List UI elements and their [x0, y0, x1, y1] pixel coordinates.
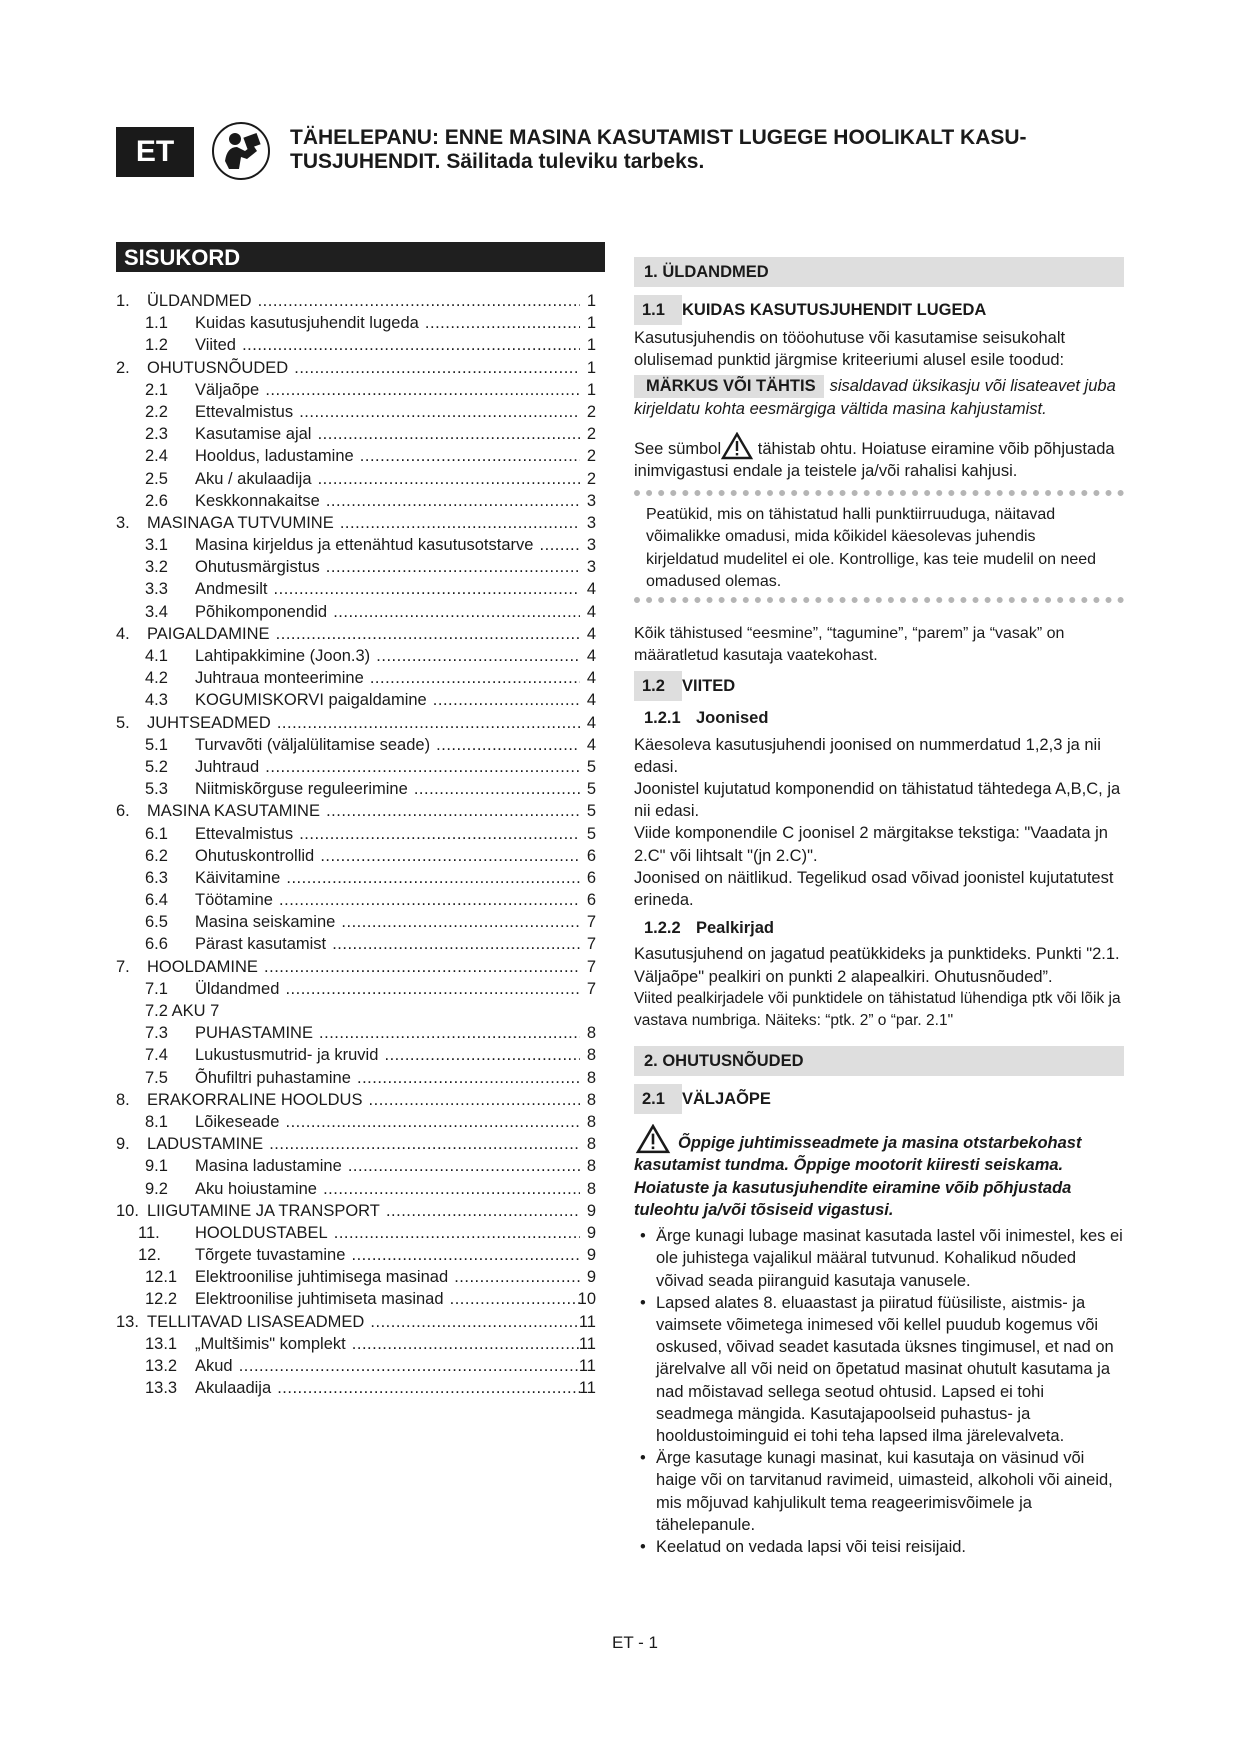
section-1-2-heading	[634, 671, 1124, 701]
toc-entry[interactable]	[116, 1089, 596, 1111]
toc-entry[interactable]	[116, 490, 596, 512]
toc-entry-number: 7.	[116, 957, 130, 976]
toc-entry-page: 8	[586, 1024, 596, 1043]
section-title: VIITED	[682, 677, 736, 696]
toc-entry[interactable]	[116, 423, 596, 445]
toc-entry-label	[195, 933, 580, 955]
toc-entry-page: 9	[586, 1268, 596, 1287]
toc-entry-label	[195, 845, 580, 867]
toc-entry-number: 3.2	[145, 558, 168, 577]
toc-entry[interactable]	[116, 601, 596, 623]
toc-entry-number: 2.2	[145, 402, 168, 421]
toc-entry-text: LIIGUTAMINE JA TRANSPORT	[147, 1201, 380, 1220]
toc-entry-label	[195, 601, 580, 623]
toc-entry-page: 8	[586, 1135, 596, 1154]
table-of-contents	[116, 290, 596, 1399]
toc-entry-text: Aku / akulaadija	[195, 469, 312, 488]
toc-entry[interactable]	[116, 1244, 596, 1266]
toc-entry-number: 6.3	[145, 868, 168, 887]
toc-entry[interactable]	[116, 778, 596, 800]
toc-entry-label	[195, 401, 580, 423]
toc-entry-label	[195, 1355, 580, 1377]
toc-entry-label	[195, 1022, 580, 1044]
toc-entry-label	[195, 1044, 580, 1066]
toc-entry-page: 8	[586, 1179, 596, 1198]
toc-entry-number: 7.4	[145, 1046, 168, 1065]
toc-entry-number: 1.	[116, 292, 130, 310]
toc-entry[interactable]	[116, 734, 596, 756]
main-content	[634, 257, 1124, 1558]
toc-entry[interactable]	[116, 468, 596, 490]
section-2-heading: 2. OHUTUSNÕUDED	[634, 1046, 1124, 1076]
toc-entry-number: 8.1	[145, 1112, 168, 1131]
toc-entry-label	[195, 379, 580, 401]
toc-entry-text: Väljaõpe	[195, 380, 260, 399]
toc-entry-text: „Multšimis" komplekt	[195, 1334, 346, 1353]
toc-entry-label	[195, 645, 580, 667]
toc-entry-page: 8	[586, 1112, 596, 1131]
toc-entry-text: HOOLDUSTABEL	[195, 1223, 328, 1242]
toc-entry-page: 4	[586, 647, 596, 665]
toc-entry-label	[195, 1288, 580, 1310]
toc-entry-text: Masina kirjeldus ja ettenähtud kasutusotstarve	[195, 536, 534, 555]
toc-entry-number: 13.	[116, 1312, 139, 1331]
toc-entry[interactable]	[116, 1355, 596, 1377]
toc-entry-number: 2.	[116, 358, 130, 377]
toc-entry-number: 7.5	[145, 1068, 168, 1087]
toc-entry[interactable]	[116, 911, 596, 933]
toc-entry-text: Juhtraud	[195, 757, 260, 776]
toc-title: SISUKORD	[116, 242, 605, 272]
toc-entry[interactable]	[116, 445, 596, 467]
toc-entry-text: Põhikomponendid	[195, 602, 328, 621]
toc-entry-label	[195, 1067, 580, 1089]
toc-entry-page: 1	[586, 380, 596, 399]
toc-entry-label	[195, 490, 580, 512]
toc-entry[interactable]	[116, 556, 596, 578]
toc-entry-page: 6	[586, 846, 596, 865]
toc-entry-number: 2.3	[145, 425, 168, 444]
toc-entry-label	[147, 357, 580, 379]
paragraph: Joonistel kujutatud komponendid on tähistatud tähtedega A,B,C, ja nii edasi.	[634, 780, 1121, 821]
toc-entry-label	[195, 823, 580, 845]
toc-entry-number: 12.	[138, 1246, 161, 1265]
toc-entry-page: 4	[586, 602, 596, 621]
toc-entry-page: 2	[586, 447, 596, 466]
section-number: 1.1	[634, 295, 682, 325]
toc-entry-label	[195, 667, 580, 689]
warning-triangle-icon	[634, 1124, 672, 1154]
toc-entry-label	[195, 867, 580, 889]
toc-entry-text: Elektroonilise juhtimiseta masinad	[195, 1290, 444, 1309]
toc-entry-label	[195, 889, 580, 911]
toc-entry-page: 4	[586, 580, 596, 599]
toc-entry-text: HOOLDAMINE	[147, 957, 258, 976]
toc-entry-label	[147, 290, 580, 312]
toc-entry-label	[195, 756, 580, 778]
section-1-1-heading	[634, 295, 1124, 325]
toc-entry[interactable]	[116, 1311, 596, 1333]
warning-paragraph	[634, 1124, 1124, 1221]
toc-entry-label	[195, 534, 580, 556]
symbol-text-post: tähistab ohtu. Hoiatuse eiramine võib põhjustada inimvigastusi endale ja teistele ja/või rahalisi kahjusi.	[634, 439, 1115, 481]
toc-entry[interactable]	[116, 689, 596, 711]
section-1-heading: 1. ÜLDANDMED	[634, 257, 1124, 287]
toc-entry[interactable]	[116, 401, 596, 423]
toc-entry-page: 11	[578, 1312, 596, 1331]
toc-entry[interactable]	[116, 1333, 596, 1355]
toc-entry-number: 12.1	[145, 1268, 178, 1287]
toc-entry-page: 1	[586, 292, 596, 310]
toc-entry-text: LADUSTAMINE	[147, 1135, 264, 1154]
toc-entry[interactable]	[116, 845, 596, 867]
toc-entry-page: 9	[586, 1223, 596, 1242]
toc-entry-number: 6.2	[145, 846, 168, 865]
toc-entry-number: 10.	[116, 1201, 139, 1220]
toc-entry-page: 1	[586, 336, 596, 355]
toc-entry-number: 3.3	[145, 580, 168, 599]
toc-entry-text: Ettevalmistus	[195, 402, 294, 421]
toc-entry-number: 11.	[138, 1223, 160, 1242]
toc-entry[interactable]	[116, 334, 596, 356]
toc-entry-page: 4	[586, 669, 596, 688]
toc-entry-text: Viited	[195, 336, 236, 355]
header-warning-line1: TÄHELEPANU: ENNE MASINA KASUTAMIST LUGEGE HOOLIKALT KASU-	[290, 126, 1027, 149]
toc-entry-text: PAIGALDAMINE	[147, 624, 270, 643]
toc-entry-page: 7	[586, 957, 596, 976]
paragraph: Kasutusjuhendis on tööohutuse või kasutamise seisukohalt olulisemad punktid järgmise kriteeriumi alusel esile toodud:	[634, 329, 1066, 370]
section-2-1-heading	[634, 1084, 1124, 1114]
toc-entry-text: Ettevalmistus	[195, 824, 294, 843]
toc-entry-text: ÜLDANDMED	[147, 292, 252, 310]
paragraph: Viited pealkirjadele või punktidele on tähistatud lühendiga ptk või lõik ja vastava numbriga. Näiteks: “ptk. 2” o “par. 2.1"	[634, 989, 1121, 1030]
toc-entry-page: 4	[586, 735, 596, 754]
toc-entry-page: 3	[586, 558, 596, 577]
section-title: Pealkirjad	[696, 919, 774, 938]
toc-entry-label	[147, 800, 580, 822]
toc-entry-label	[195, 445, 580, 467]
toc-entry-number: 9.	[116, 1135, 130, 1154]
toc-entry-text: Pärast kasutamist	[195, 935, 327, 954]
toc-entry-number: 1.2	[145, 336, 168, 355]
section-number: 2.1	[634, 1084, 682, 1114]
note-text: sisaldavad üksikasju või lisateavet juba kirjeldatu kohta eesmärgiga vältida masina kahjustamist.	[634, 377, 1116, 418]
toc-entry-number: 2.4	[145, 447, 168, 466]
toc-entry-text: Turvavõti (väljalülitamise seade)	[195, 735, 431, 754]
toc-entry-number: 5.1	[145, 735, 168, 754]
toc-entry-text: Masina ladustamine	[195, 1157, 342, 1176]
toc-entry[interactable]	[116, 534, 596, 556]
toc-entry-text: Üldandmed	[195, 979, 280, 998]
toc-entry-text: Kasutamise ajal	[195, 425, 312, 444]
toc-entry-text: Õhufiltri puhastamine	[195, 1068, 351, 1087]
list-item: • Ärge kunagi lubage masinat kasutada lastel või inimestel, kes ei ole juhistega vajalikul määral tutvunud. Kohalikud nõuded võivad seada piiranguid kasutaja vanusele.	[634, 1225, 1124, 1292]
toc-entry-page: 2	[586, 469, 596, 488]
toc-entry-label	[145, 1000, 580, 1022]
toc-entry-label	[147, 712, 580, 734]
section-title: KUIDAS KASUTUSJUHENDIT LUGEDA	[682, 300, 987, 319]
toc-entry-label	[147, 1200, 580, 1222]
toc-entry-page: 8	[586, 1046, 596, 1065]
toc-entry-page: 2	[586, 402, 596, 421]
toc-entry-number: 12.2	[145, 1290, 178, 1309]
toc-entry[interactable]	[116, 357, 596, 379]
toc-entry[interactable]	[116, 712, 596, 734]
toc-entry[interactable]	[116, 933, 596, 955]
toc-entry-text: Juhtraua monteerimine	[195, 669, 364, 688]
paragraph: Joonised on näitlikud. Tegelikud osad võivad joonistel kujutatutest erineda.	[634, 868, 1114, 910]
toc-entry-number: 1.1	[145, 314, 168, 333]
toc-entry-label	[147, 1089, 580, 1111]
toc-entry-label	[147, 956, 580, 978]
optional-features-box	[634, 490, 1124, 603]
toc-entry-number: 3.1	[145, 536, 168, 555]
toc-entry-page: 11	[578, 1379, 596, 1398]
toc-entry-label	[195, 1244, 580, 1266]
symbol-paragraph	[634, 432, 1124, 482]
warning-triangle-icon	[721, 432, 753, 460]
toc-entry-text: MASINAGA TUTVUMINE	[147, 513, 334, 532]
toc-entry-text: Keskkonnakaitse	[195, 491, 320, 510]
page-number: ET - 1	[612, 1633, 658, 1652]
toc-entry[interactable]	[116, 312, 596, 334]
toc-entry[interactable]	[116, 1133, 596, 1155]
toc-entry-page: 4	[586, 624, 596, 643]
toc-entry-page: 10	[577, 1290, 596, 1309]
warning-text: Õppige juhtimisseadmete ja masina otstarbekohast kasutamist tundma. Õppige mootorit kiiresti seiskama. Hoiatuste ja kasutusjuhendite eiramine võib põhjustada tuleohtu ja/või tõsiseid vigastusi.	[634, 1134, 1082, 1219]
toc-entry-text: MASINA KASUTAMINE	[147, 802, 320, 821]
toc-entry-text: OHUTUSNÕUDED	[147, 358, 289, 377]
toc-entry-page: 8	[586, 1068, 596, 1087]
box-text: Peatükid, mis on tähistatud halli punktiirruuduga, näitavad võimalikke omadusi, mida kõikidel käesolevas juhendis kirjeldatud mudelitel ei ole. Kontrollige, kas teie mudelil on need omadused olemas.	[646, 506, 1097, 590]
toc-entry-page: 5	[586, 802, 596, 821]
toc-entry-page: 4	[586, 713, 596, 732]
toc-entry-label	[195, 911, 580, 933]
toc-entry-page: 1	[586, 314, 596, 333]
toc-entry-label	[195, 1266, 580, 1288]
safety-list	[634, 1225, 1124, 1558]
section-1-2-1-heading	[644, 707, 1124, 729]
toc-entry-text: Käivitamine	[195, 868, 281, 887]
toc-entry-number: 7.3	[145, 1024, 168, 1043]
section-1-2-2-heading	[644, 917, 1124, 939]
toc-entry-page: 3	[586, 491, 596, 510]
toc-entry-number: 4.1	[145, 647, 168, 665]
list-item: • Lapsed alates 8. eluaastast ja piiratud füüsiliste, aistmis- ja vaimsete võimetega inimesed või kellel puudub kogemus või oskused, võivad seadet kasutada üksnes tingimusel, et nad on järelvalve all või neid on õpetatud masinat ohutult kasutama ja nad mõistavad sellega seotud ohtusid. Lapsed ei tohi seadmega mängida. Kasutajapoolseid puhastus- ja hooldustoiminguid ei tohi teha lapsed ilma järelevalveta.	[634, 1292, 1124, 1447]
toc-entry-label	[195, 734, 580, 756]
toc-entry-number: 4.2	[145, 669, 168, 688]
toc-entry-page: 7	[586, 979, 596, 998]
toc-entry-number: 8.	[116, 1090, 130, 1109]
toc-entry[interactable]	[116, 290, 596, 312]
toc-entry-text: KOGUMISKORVI paigaldamine	[195, 691, 427, 710]
toc-entry-page: 1	[586, 358, 596, 377]
toc-entry-text: Akud	[195, 1357, 233, 1375]
toc-entry-number: 9.1	[145, 1157, 168, 1176]
toc-entry-label	[195, 689, 580, 711]
toc-entry-number: 5.	[116, 713, 130, 732]
toc-entry-page: 6	[586, 868, 596, 887]
toc-entry-label	[147, 1133, 580, 1155]
toc-entry-text: Tõrgete tuvastamine	[195, 1246, 346, 1265]
toc-entry-text: TELLITAVAD LISASEADMED	[147, 1312, 365, 1331]
toc-entry-number: 6.6	[145, 935, 168, 954]
toc-entry-number: 4.	[116, 624, 130, 643]
toc-entry-text: PUHASTAMINE	[195, 1024, 313, 1043]
toc-entry[interactable]	[116, 756, 596, 778]
note-tag: MÄRKUS VÕI TÄHTIS	[634, 375, 824, 397]
toc-entry-label	[195, 556, 580, 578]
toc-entry[interactable]	[116, 379, 596, 401]
toc-entry[interactable]	[116, 956, 596, 978]
toc-entry-page: 11	[578, 1334, 596, 1353]
toc-entry-page: 5	[586, 780, 596, 799]
toc-entry[interactable]	[116, 1200, 596, 1222]
toc-entry-page: 7	[586, 913, 596, 932]
toc-entry-label	[195, 1222, 580, 1244]
list-item: • Ärge kasutage kunagi masinat, kui kasutaja on väsinud või haige või on tarvitanud ravimeid, uimasteid, alkoholi või aineid, mis mõjuvad kahjulikult tema reageerimisvõimele ja tähelepanule.	[634, 1447, 1124, 1536]
toc-entry-text: Lukustusmutrid- ja kruvid	[195, 1046, 379, 1065]
toc-entry-label	[147, 512, 580, 534]
toc-entry[interactable]	[116, 578, 596, 600]
toc-entry-text: Masina seiskamine	[195, 913, 336, 932]
toc-entry-label	[195, 1377, 580, 1399]
toc-entry-number: 2.1	[145, 380, 168, 399]
toc-entry-label	[195, 312, 580, 334]
toc-entry-page: 5	[586, 824, 596, 843]
toc-entry[interactable]	[116, 1288, 596, 1310]
toc-entry-text: ERAKORRALINE HOOLDUS	[147, 1090, 363, 1109]
toc-entry-label	[195, 978, 580, 1000]
toc-entry-label	[195, 578, 580, 600]
toc-entry-number: 6.	[116, 802, 130, 821]
toc-entry-label	[195, 1333, 580, 1355]
toc-entry-label	[195, 468, 580, 490]
section-number: 1.2.1	[644, 709, 681, 728]
toc-entry-text: Andmesilt	[195, 580, 268, 599]
paragraph: Käesoleva kasutusjuhendi joonised on nummerdatud 1,2,3 ja nii edasi.	[634, 735, 1101, 776]
toc-entry-page: 8	[586, 1090, 596, 1109]
language-badge: ET	[116, 127, 194, 177]
symbol-text-pre: See sümbol	[634, 439, 722, 458]
toc-entry-text: Hooldus, ladustamine	[195, 447, 354, 466]
toc-entry-text: Ohutusmärgistus	[195, 558, 320, 577]
toc-entry-number: 13.3	[145, 1379, 178, 1398]
toc-entry-number: 6.4	[145, 891, 168, 910]
toc-entry[interactable]	[116, 978, 596, 1000]
toc-entry-text: Akulaadija	[195, 1379, 272, 1398]
toc-entry-page: 6	[586, 891, 596, 910]
toc-entry[interactable]	[116, 889, 596, 911]
toc-entry[interactable]	[116, 1222, 596, 1244]
toc-entry-number: 13.1	[145, 1334, 178, 1353]
toc-entry-label	[195, 1155, 580, 1177]
toc-entry-text: Lahtipakkimine (Joon.3)	[195, 647, 371, 665]
toc-entry-page: 5	[586, 757, 596, 776]
toc-entry[interactable]	[116, 1067, 596, 1089]
toc-entry[interactable]	[116, 667, 596, 689]
toc-entry-page: 3	[586, 536, 596, 555]
toc-entry[interactable]	[116, 1000, 596, 1022]
toc-entry[interactable]	[116, 512, 596, 534]
read-manual-icon	[211, 121, 271, 181]
toc-entry-text: Elektroonilise juhtimisega masinad	[195, 1268, 449, 1287]
paragraph: Kõik tähistused “eesmine”, “tagumine”, “parem” ja “vasak” on määratletud kasutaja vaatekohast.	[634, 625, 1065, 665]
toc-entry-page: 2	[586, 425, 596, 444]
toc-entry-page: 4	[586, 691, 596, 710]
toc-entry-number: 2.5	[145, 469, 168, 488]
note-paragraph	[634, 375, 1124, 419]
toc-entry-label	[195, 1178, 580, 1200]
toc-entry-text: Aku hoiustamine	[195, 1179, 317, 1198]
toc-entry[interactable]	[116, 1022, 596, 1044]
toc-entry-text: 7.2 AKU 7	[145, 1002, 220, 1020]
toc-entry-number: 3.4	[145, 602, 168, 621]
toc-entry-page: 9	[586, 1246, 596, 1265]
toc-entry[interactable]	[116, 623, 596, 645]
section-title: Joonised	[696, 709, 769, 728]
toc-entry-label	[195, 334, 580, 356]
toc-entry[interactable]	[116, 1155, 596, 1177]
toc-entry[interactable]	[116, 1377, 596, 1399]
toc-entry-label	[147, 623, 580, 645]
toc-entry[interactable]	[116, 1266, 596, 1288]
paragraph: Kasutusjuhend on jagatud peatükkideks ja punktideks. Punkti "2.1. Väljaõpe" pealkiri on punkti 2 alapealkiri. Ohutusnõuded”.	[634, 945, 1120, 986]
toc-entry-text: Lõikeseade	[195, 1112, 280, 1131]
toc-entry-number: 7.1	[145, 979, 168, 998]
section-number: 1.2.2	[644, 919, 681, 938]
toc-entry-page: 8	[586, 1157, 596, 1176]
toc-entry-label	[195, 1111, 580, 1133]
section-number: 1.2	[634, 671, 682, 701]
toc-entry-page: 7	[586, 935, 596, 954]
toc-entry-number: 2.6	[145, 491, 168, 510]
section-title: VÄLJAÕPE	[682, 1090, 771, 1109]
toc-entry-text: Kuidas kasutusjuhendit lugeda	[195, 314, 419, 333]
toc-entry-number: 13.2	[145, 1357, 178, 1375]
toc-entry[interactable]	[116, 800, 596, 822]
toc-entry-number: 5.3	[145, 780, 168, 799]
toc-entry-number: 6.1	[145, 824, 168, 843]
toc-entry-text: Niitmiskõrguse reguleerimine	[195, 780, 408, 799]
toc-entry[interactable]	[116, 645, 596, 667]
toc-entry[interactable]	[116, 823, 596, 845]
toc-entry-text: JUHTSEADMED	[147, 713, 271, 732]
toc-entry-page: 3	[586, 513, 596, 532]
toc-entry-page: 9	[586, 1201, 596, 1220]
toc-entry-number: 4.3	[145, 691, 168, 710]
toc-entry-label	[195, 778, 580, 800]
toc-entry-number: 3.	[116, 513, 130, 532]
header-warning-line2: TUSJUHENDIT. Säilitada tuleviku tarbeks.	[290, 150, 705, 173]
toc-entry[interactable]	[116, 1044, 596, 1066]
toc-entry-page: 11	[578, 1357, 596, 1375]
toc-entry-label	[147, 1311, 580, 1333]
toc-entry-text: Ohutuskontrollid	[195, 846, 315, 865]
list-item: • Keelatud on vedada lapsi või teisi reisijaid.	[634, 1536, 1124, 1558]
toc-entry-number: 5.2	[145, 757, 168, 776]
toc-entry[interactable]	[116, 1178, 596, 1200]
header-warning	[290, 126, 1110, 174]
toc-entry-text: Töötamine	[195, 891, 273, 910]
toc-entry[interactable]	[116, 867, 596, 889]
toc-entry[interactable]	[116, 1111, 596, 1133]
toc-entry-number: 6.5	[145, 913, 168, 932]
toc-entry-number: 9.2	[145, 1179, 168, 1198]
paragraph: Viide komponendile C joonisel 2 märgitakse tekstiga: "Vaadata jn 2.C" või lihtsalt "(jn 2.C)".	[634, 824, 1108, 865]
toc-entry-label	[195, 423, 580, 445]
